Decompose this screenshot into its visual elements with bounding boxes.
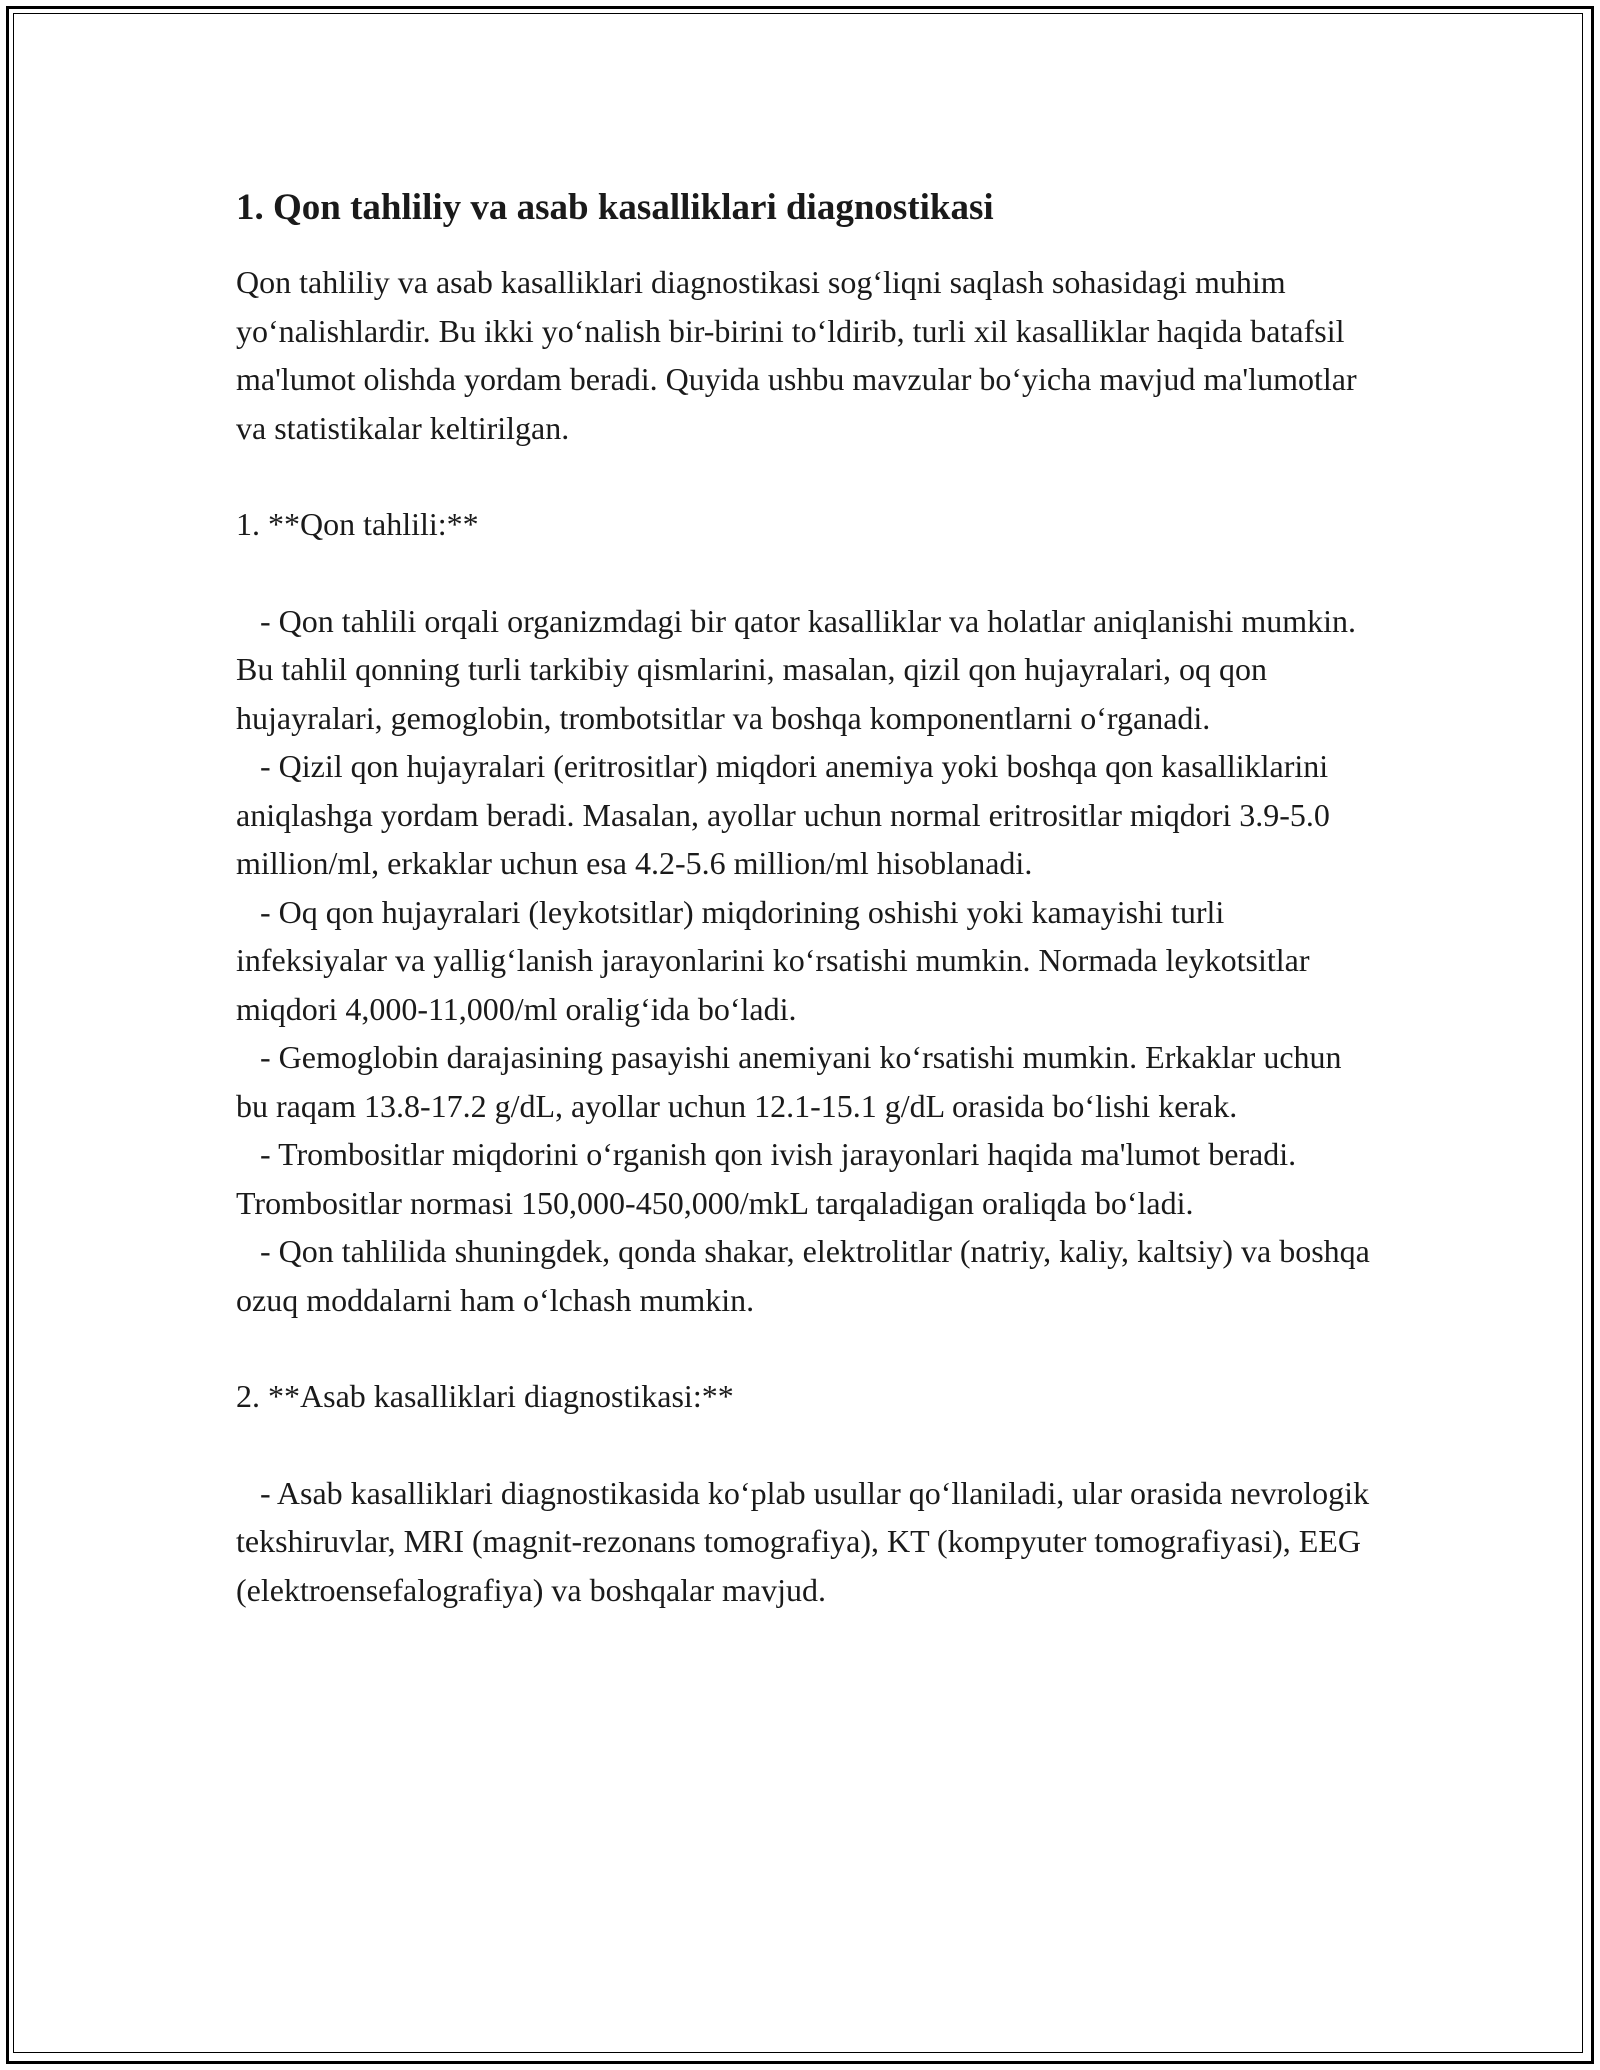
document-body: [236, 184, 1376, 1614]
document-title: 1. Qon tahliliy va asab kasalliklari diagnostikasi: [236, 187, 994, 228]
intro-paragraph: Qon tahliliy va asab kasalliklari diagnostikasi sog‘liqni saqlash sohasidagi muhim yo‘nalishlardir. Bu ikki yo‘nalish bir-birini to‘ldirib, turli xil kasalliklar haqida batafsil ma'lumot olishda yordam beradi. Quyida ushbu mavzular bo‘yicha mavjud ma'lumotlar va statistikalar keltirilgan.: [236, 264, 1357, 446]
list-item: - Asab kasalliklari diagnostikasida ko‘plab usullar qo‘llaniladi, ular orasida nevrologik tekshiruvlar, MRI (magnit-rezonans tomografiya), KT (kompyuter tomografiyasi), EEG (elektroensefalografiya) va boshqalar mavjud.: [236, 1474, 1378, 1608]
list-item: - Trombositlar miqdorini o‘rganish qon ivish jarayonlari haqida ma'lumot beradi. Trombositlar normasi 150,000-450,000/mkL tarqaladigan oraliqda bo‘ladi.: [236, 1136, 1304, 1221]
list-item: - Qon tahlilida shuningdek, qonda shakar, elektrolitlar (natriy, kaliy, kaltsiy) va boshqa ozuq moddalarni ham o‘lchash mumkin.: [236, 1233, 1378, 1318]
list-item: - Gemoglobin darajasining pasayishi anemiyani ko‘rsatishi mumkin. Erkaklar uchun bu raqam 13.8-17.2 g/dL, ayollar uchun 12.1-15.1 g/dL orasida bo‘lishi kerak.: [236, 1039, 1350, 1124]
list-item: - Oq qon hujayralari (leykotsitlar) miqdorining oshishi yoki kamayishi turli infeksiyalar va yallig‘lanish jarayonlarini ko‘rsatishi mumkin. Normada leykotsitlar miqdori 4,000-11,000/ml oralig‘ida bo‘ladi.: [236, 893, 1318, 1027]
list-item: - Qon tahlili orqali organizmdagi bir qator kasalliklar va holatlar aniqlanishi mumkin. Bu tahlil qonning turli tarkibiy qismlarini, masalan, qizil qon hujayralari, oq qon hujayralari, gemoglobin, trombotsitlar va boshqa komponentlarni o‘rganadi.: [236, 602, 1365, 736]
section-heading-blood-test: 1. **Qon tahlili:**: [236, 506, 479, 542]
section-heading-neuro-diagnostics: 2. **Asab kasalliklari diagnostikasi:**: [236, 1378, 734, 1414]
blood-test-list: [236, 597, 1376, 1325]
list-item: - Qizil qon hujayralari (eritrositlar) miqdori anemiya yoki boshqa qon kasalliklarini aniqlashga yordam beradi. Masalan, ayollar uchun normal eritrositlar miqdori 3.9-5.0 million/ml, erkaklar uchun esa 4.2-5.6 million/ml hisoblanadi.: [236, 748, 1338, 881]
neuro-diagnostics-list: [236, 1469, 1376, 1615]
